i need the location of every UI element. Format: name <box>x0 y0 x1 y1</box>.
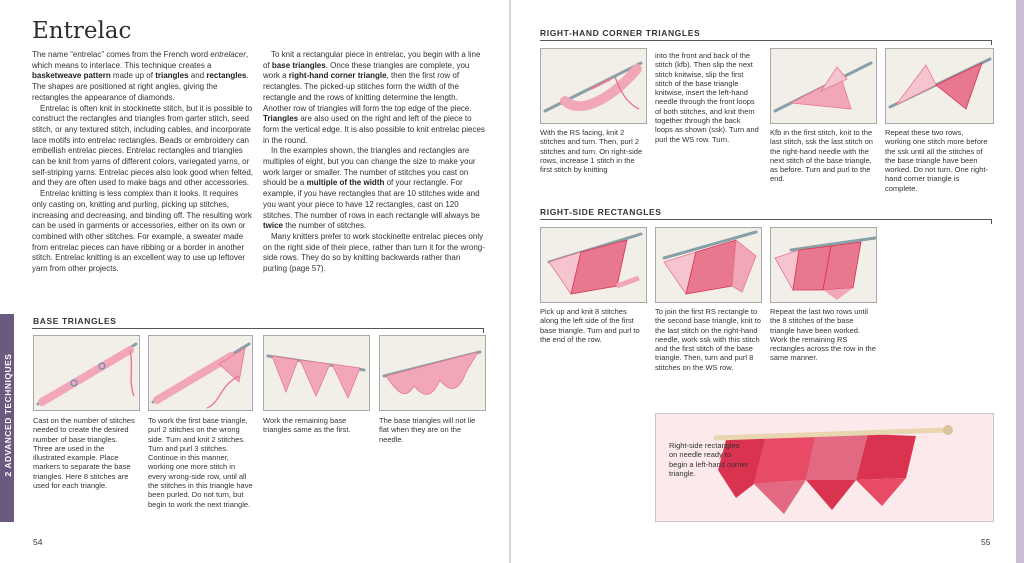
illustration-rs-2 <box>655 227 762 303</box>
section-title-right-side-rectangles: RIGHT-SIDE RECTANGLES <box>540 207 662 217</box>
caption-base-3: Work the remaining base triangles same as the first. <box>263 416 351 435</box>
page-title: Entrelac <box>32 18 132 44</box>
illustration-base-2 <box>148 335 253 411</box>
illustration-base-3 <box>263 335 370 411</box>
page-number-left: 54 <box>33 537 43 547</box>
illustration-rs-3 <box>770 227 877 303</box>
illustration-corner-2 <box>770 48 877 124</box>
intro-column-1: The name “entrelac” comes from the French word entrelacer, which means to interlace. This technique creates a basketweave pattern made up of triangles and rectangles. The shapes are positioned at right angles, giving the rectangles the appearance of diamonds. Entrelac is often knit in stockinette stitch, but it is possible to construct the rectangles and triangles from garter stitch, seed stitch, or any textured stitch, including cables, and incorporate lace motifs into entrelac rectangles. Beads or embroidery can embellish entrelac pieces. Entrelac rectangles and triangles can be knit from yarns of different colors, variegated yarns, or self-striping yarns. Entrelac pieces also look good when felted, and they are often used to make bags and other accessories. Entrelac knitting is less complex than it looks. It requires only casting on, knitting and purling, picking up stitches, increasing and decreasing, and binding off. The resulting work can be used in garments or accessories, either on its own or combined with other stitches. For example, a sweater made from entrelac pieces can have ribbing or a border in another stitch. Entrelac knitting is an excellent way to use up leftover yarn from other projects. <box>32 50 254 274</box>
section-rule <box>540 40 992 41</box>
caption-corner-4: Repeat these two rows, working one stitch more before the ssk until all the stitches of the base triangle have been worked. Do not turn. One right-hand corner triangle is complete. <box>885 128 988 193</box>
page-edge <box>1016 0 1024 563</box>
caption-base-1: Cast on the number of stitches needed to create the desired number of base triangles. Three are used in the illustrated example. Place markers to separate the base triangles. Here 8 stitches are used for each triangle. <box>33 416 135 491</box>
caption-base-2: To work the first base triangle, purl 2 stitches on the wrong side. Turn and knit 2 stitches. Turn and purl 3 stitches. Continue in this manner, working one more stitch in every wrong-side row, until all the stitches in this triangle have been purled. Do not turn, but begin to work the next triangle. <box>148 416 253 509</box>
illustration-corner-3 <box>885 48 994 124</box>
caption-corner-2: into the front and back of the stitch (kfb). Then slip the next stitch knitwise, slip the first stitch of the base triangle knitwise, insert the left-hand needle through the front loops of both stitches, and knit them together through the back loops as shown (ssk). Turn and purl the WS row. Turn. <box>655 51 759 144</box>
intro-column-2: To knit a rectangular piece in entrelac, you begin with a line of base triangles. Once these triangles are complete, you work a right-hand corner triangle, then the first row of rectangles. The picked-up stitches form the width of the rectangle and the rows of knitting determine the length. Another row of triangles will form the top edge of the piece. Triangles are also used on the right and left of the piece to form the vertical edge. It is also possible to knit entrelac pieces in the round. In the examples shown, the triangles and rectangles are multiples of eight, but you can change the size to make your work larger or smaller. The number of stitches you cast on should be a multiple of the width of your rectangle. For example, if you have rectangles that are 10 stitches wide and you want your piece to have 12 rectangles, cast on 120 stitches. The number of rows in each rectangle will always be twice the number of stitches. Many knitters prefer to work stockinette entrelac pieces only on the right side of their piece, rather than turn it for the wrong-side rows. They do so by knitting backwards rather than purling (page 57). <box>263 50 485 274</box>
caption-corner-1: With the RS facing, knit 2 stitches and turn. Then, purl 2 stitches and turn. On right-side rows, increase 1 stitch in the first stitch by knitting <box>540 128 643 175</box>
section-rule <box>540 219 992 220</box>
section-title-corner-triangles: RIGHT-HAND CORNER TRIANGLES <box>540 28 701 38</box>
chapter-tab <box>0 314 14 522</box>
page-number-right: 55 <box>981 537 991 547</box>
section-rule-end <box>483 328 484 333</box>
caption-base-4: The base triangles will not lie flat when they are on the needle. <box>379 416 476 444</box>
caption-corner-3: Kfb in the first stitch, knit to the last stitch, ssk the last stitch on the right-hand needle with the next stitch of the base triangle, as before. Turn and purl to the end. <box>770 128 873 184</box>
caption-rs-1: Pick up and knit 8 stitches along the left side of the first base triangle. Turn and purl to the end of the row. <box>540 307 640 344</box>
illustration-corner-1 <box>540 48 647 124</box>
chapter-tab-label: 2 ADVANCED TECHNIQUES <box>3 353 13 477</box>
section-title-base-triangles: BASE TRIANGLES <box>33 316 117 326</box>
caption-rs-3: Repeat the last two rows until the 8 stitches of the base triangle have been worked. Work the remaining RS rectangles across the row in the same manner. <box>770 307 876 363</box>
section-rule-end <box>991 219 992 224</box>
section-rule-end <box>991 40 992 45</box>
section-rule <box>32 328 484 329</box>
illustration-base-1 <box>33 335 140 411</box>
illustration-rs-1 <box>540 227 647 303</box>
caption-photo: Right-side rectangles on needle ready to begin a left-hand corner triangle. <box>669 441 749 478</box>
caption-rs-2: To join the first RS rectangle to the second base triangle, knit to the last stitch on the right-hand needle, work ssk with this stitch and the first stitch of the base triangle. Then, turn and purl 8 stitches on the WS row. <box>655 307 761 372</box>
illustration-base-4 <box>379 335 486 411</box>
